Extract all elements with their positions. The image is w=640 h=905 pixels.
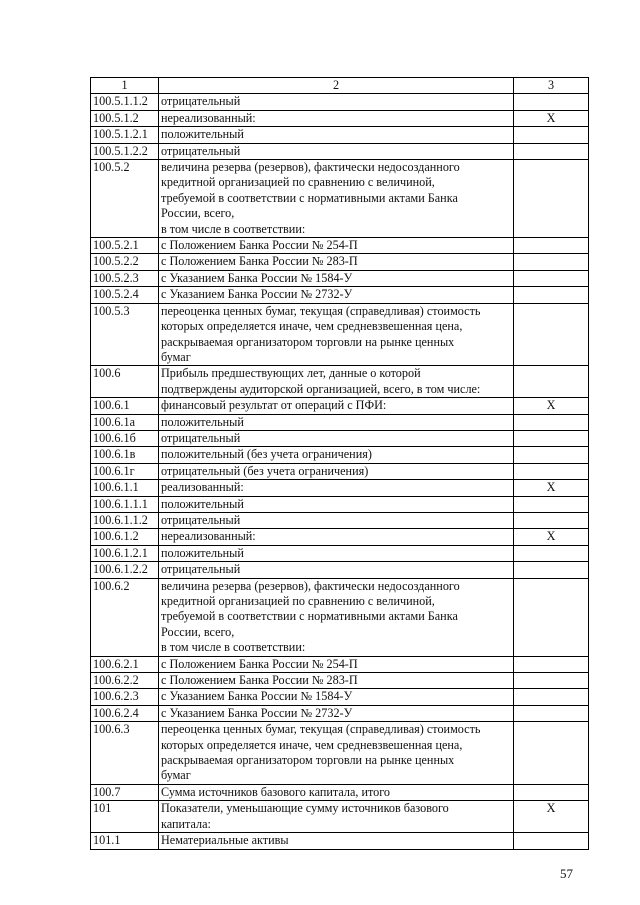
row-mark bbox=[514, 722, 589, 785]
row-mark bbox=[514, 143, 589, 159]
row-description bbox=[159, 512, 514, 528]
row-mark: X bbox=[514, 480, 589, 496]
row-description bbox=[159, 545, 514, 561]
row-description bbox=[159, 656, 514, 672]
description-line: с Указанием Банка России № 2732-У bbox=[161, 287, 353, 302]
row-description bbox=[159, 562, 514, 578]
description-line: в том числе в соответствии: bbox=[161, 640, 306, 655]
table-row bbox=[91, 160, 589, 238]
description-line: положительный (без учета ограничения) bbox=[161, 447, 372, 462]
table-row bbox=[91, 562, 589, 578]
row-mark bbox=[514, 545, 589, 561]
description-line: бумаг bbox=[161, 768, 191, 783]
row-description bbox=[159, 480, 514, 496]
table-header-row bbox=[91, 78, 589, 94]
header-cell-1: 1 bbox=[91, 78, 159, 94]
row-code: 100.6.2.2 bbox=[91, 673, 159, 689]
description-line: России, всего, bbox=[161, 624, 235, 639]
row-code: 100.5.1.2.2 bbox=[91, 143, 159, 159]
description-line: отрицательный bbox=[161, 512, 241, 527]
description-line: финансовый результат от операций с ПФИ: bbox=[161, 398, 387, 413]
table-row bbox=[91, 545, 589, 561]
row-code: 100.5.2 bbox=[91, 160, 159, 238]
row-mark bbox=[514, 447, 589, 463]
table-row bbox=[91, 127, 589, 143]
description-line: требуемой в соответствии с нормативными актами Банка bbox=[161, 190, 458, 205]
data-table bbox=[90, 77, 589, 850]
description-line: отрицательный bbox=[161, 430, 241, 445]
table-row bbox=[91, 722, 589, 785]
description-line: отрицательный bbox=[161, 143, 241, 158]
description-line: которых определяется иначе, чем средневзвешенная цена, bbox=[161, 737, 463, 752]
row-description bbox=[159, 463, 514, 479]
description-line: Сумма источников базового капитала, итого bbox=[161, 784, 391, 799]
description-line: с Положением Банка России № 283-П bbox=[161, 254, 358, 269]
row-mark bbox=[514, 463, 589, 479]
row-description bbox=[159, 578, 514, 656]
table-row bbox=[91, 110, 589, 126]
description-line: подтверждены аудиторской организацией, всего, в том числе: bbox=[161, 381, 481, 396]
description-line: требуемой в соответствии с нормативными актами Банка bbox=[161, 609, 458, 624]
row-code: 100.6.1в bbox=[91, 447, 159, 463]
row-mark bbox=[514, 562, 589, 578]
row-mark bbox=[514, 366, 589, 398]
table-row bbox=[91, 366, 589, 398]
row-code: 100.6.1а bbox=[91, 414, 159, 430]
row-mark bbox=[514, 689, 589, 705]
row-code: 100.6.1.2.2 bbox=[91, 562, 159, 578]
row-mark bbox=[514, 578, 589, 656]
row-mark: X bbox=[514, 529, 589, 545]
description-line: с Указанием Банка России № 1584-У bbox=[161, 689, 353, 704]
description-line: реализованный: bbox=[161, 480, 244, 495]
description-line: отрицательный bbox=[161, 562, 241, 577]
row-description bbox=[159, 414, 514, 430]
row-code: 100.6.1.2.1 bbox=[91, 545, 159, 561]
description-line: раскрываемая организатором торговли на рынке ценных bbox=[161, 334, 455, 349]
row-code: 100.5.1.1.2 bbox=[91, 94, 159, 110]
description-line: бумаг bbox=[161, 349, 191, 364]
row-code: 100.6.1г bbox=[91, 463, 159, 479]
row-code: 100.6.1.2 bbox=[91, 529, 159, 545]
row-code: 100.6.3 bbox=[91, 722, 159, 785]
row-mark bbox=[514, 414, 589, 430]
row-code: 100.5.1.2 bbox=[91, 110, 159, 126]
row-code: 100.6.1 bbox=[91, 398, 159, 414]
row-description bbox=[159, 143, 514, 159]
table-row bbox=[91, 143, 589, 159]
table-row bbox=[91, 673, 589, 689]
table-row bbox=[91, 254, 589, 270]
row-description bbox=[159, 254, 514, 270]
table-row bbox=[91, 656, 589, 672]
description-line: величина резерва (резервов), фактически недосозданного bbox=[161, 578, 460, 593]
description-line: Прибыль предшествующих лет, данные о которой bbox=[161, 366, 421, 381]
table-row bbox=[91, 303, 589, 366]
row-mark bbox=[514, 705, 589, 721]
table-row bbox=[91, 496, 589, 512]
row-code: 100.5.2.3 bbox=[91, 270, 159, 286]
row-mark: X bbox=[514, 110, 589, 126]
table-row bbox=[91, 238, 589, 254]
description-line: нереализованный: bbox=[161, 529, 256, 544]
table-row bbox=[91, 463, 589, 479]
row-code: 100.6 bbox=[91, 366, 159, 398]
row-description bbox=[159, 705, 514, 721]
row-description bbox=[159, 447, 514, 463]
description-line: раскрываемая организатором торговли на рынке ценных bbox=[161, 753, 455, 768]
row-description bbox=[159, 127, 514, 143]
row-description bbox=[159, 430, 514, 446]
description-line: кредитной организацией по сравнению с величиной, bbox=[161, 175, 435, 190]
table-row bbox=[91, 784, 589, 800]
table-row bbox=[91, 270, 589, 286]
row-description bbox=[159, 270, 514, 286]
table-row bbox=[91, 689, 589, 705]
description-line: которых определяется иначе, чем средневзвешенная цена, bbox=[161, 319, 463, 334]
row-description bbox=[159, 398, 514, 414]
row-code: 101 bbox=[91, 801, 159, 833]
table-row bbox=[91, 430, 589, 446]
header-cell-2: 2 bbox=[159, 78, 514, 94]
table-row bbox=[91, 529, 589, 545]
table-row bbox=[91, 447, 589, 463]
row-code: 100.6.1.1 bbox=[91, 480, 159, 496]
table-row bbox=[91, 287, 589, 303]
row-mark bbox=[514, 430, 589, 446]
description-line: с Указанием Банка России № 1584-У bbox=[161, 270, 353, 285]
row-code: 100.6.1.1.2 bbox=[91, 512, 159, 528]
row-description bbox=[159, 529, 514, 545]
row-code: 100.6.2.4 bbox=[91, 705, 159, 721]
description-line: Нематериальные активы bbox=[161, 833, 289, 848]
row-mark: X bbox=[514, 801, 589, 833]
description-line: с Положением Банка России № 254-П bbox=[161, 238, 358, 253]
row-description bbox=[159, 287, 514, 303]
table-row bbox=[91, 801, 589, 833]
row-mark bbox=[514, 303, 589, 366]
row-mark bbox=[514, 512, 589, 528]
table-row bbox=[91, 480, 589, 496]
description-line: положительный bbox=[161, 545, 244, 560]
description-line: отрицательный bbox=[161, 94, 241, 109]
row-mark bbox=[514, 287, 589, 303]
table-row bbox=[91, 705, 589, 721]
row-description bbox=[159, 801, 514, 833]
row-code: 100.6.1.1.1 bbox=[91, 496, 159, 512]
row-description bbox=[159, 303, 514, 366]
row-description bbox=[159, 673, 514, 689]
row-code: 101.1 bbox=[91, 833, 159, 849]
row-mark bbox=[514, 254, 589, 270]
row-description bbox=[159, 784, 514, 800]
table-row bbox=[91, 398, 589, 414]
table-row bbox=[91, 578, 589, 656]
row-code: 100.6.2 bbox=[91, 578, 159, 656]
description-line: переоценка ценных бумаг, текущая (справедливая) стоимость bbox=[161, 303, 481, 318]
row-description bbox=[159, 94, 514, 110]
row-mark bbox=[514, 784, 589, 800]
table-row bbox=[91, 414, 589, 430]
description-line: отрицательный (без учета ограничения) bbox=[161, 463, 369, 478]
row-description bbox=[159, 689, 514, 705]
description-line: России, всего, bbox=[161, 206, 235, 221]
row-code: 100.6.2.3 bbox=[91, 689, 159, 705]
table-row bbox=[91, 512, 589, 528]
row-code: 100.5.2.1 bbox=[91, 238, 159, 254]
row-mark: X bbox=[514, 398, 589, 414]
row-code: 100.7 bbox=[91, 784, 159, 800]
description-line: нереализованный: bbox=[161, 110, 256, 125]
row-mark bbox=[514, 673, 589, 689]
description-line: с Указанием Банка России № 2732-У bbox=[161, 705, 353, 720]
row-mark bbox=[514, 270, 589, 286]
table-row bbox=[91, 833, 589, 849]
row-mark bbox=[514, 496, 589, 512]
row-code: 100.5.1.2.1 bbox=[91, 127, 159, 143]
description-line: в том числе в соответствии: bbox=[161, 221, 306, 236]
row-code: 100.6.2.1 bbox=[91, 656, 159, 672]
table-row bbox=[91, 94, 589, 110]
description-line: с Положением Банка России № 254-П bbox=[161, 656, 358, 671]
row-mark bbox=[514, 238, 589, 254]
row-description bbox=[159, 496, 514, 512]
row-description bbox=[159, 833, 514, 849]
row-mark bbox=[514, 127, 589, 143]
header-cell-3: 3 bbox=[514, 78, 589, 94]
row-description bbox=[159, 160, 514, 238]
description-line: положительный bbox=[161, 496, 244, 511]
row-description bbox=[159, 722, 514, 785]
row-mark bbox=[514, 94, 589, 110]
description-line: с Положением Банка России № 283-П bbox=[161, 673, 358, 688]
row-description bbox=[159, 110, 514, 126]
page-number: 57 bbox=[560, 866, 573, 881]
row-description bbox=[159, 366, 514, 398]
row-code: 100.5.3 bbox=[91, 303, 159, 366]
table-body bbox=[91, 78, 589, 850]
description-line: положительный bbox=[161, 127, 244, 142]
description-line: кредитной организацией по сравнению с величиной, bbox=[161, 594, 435, 608]
row-mark bbox=[514, 656, 589, 672]
row-code: 100.5.2.4 bbox=[91, 287, 159, 303]
row-code: 100.5.2.2 bbox=[91, 254, 159, 270]
description-line: Показатели, уменьшающие сумму источников базового bbox=[161, 801, 449, 816]
description-line: переоценка ценных бумаг, текущая (справедливая) стоимость bbox=[161, 722, 481, 737]
description-line: положительный bbox=[161, 414, 244, 429]
row-mark bbox=[514, 833, 589, 849]
description-line: капитала: bbox=[161, 816, 211, 831]
row-code: 100.6.1б bbox=[91, 430, 159, 446]
description-line: величина резерва (резервов), фактически недосозданного bbox=[161, 160, 460, 175]
row-mark bbox=[514, 160, 589, 238]
row-description bbox=[159, 238, 514, 254]
